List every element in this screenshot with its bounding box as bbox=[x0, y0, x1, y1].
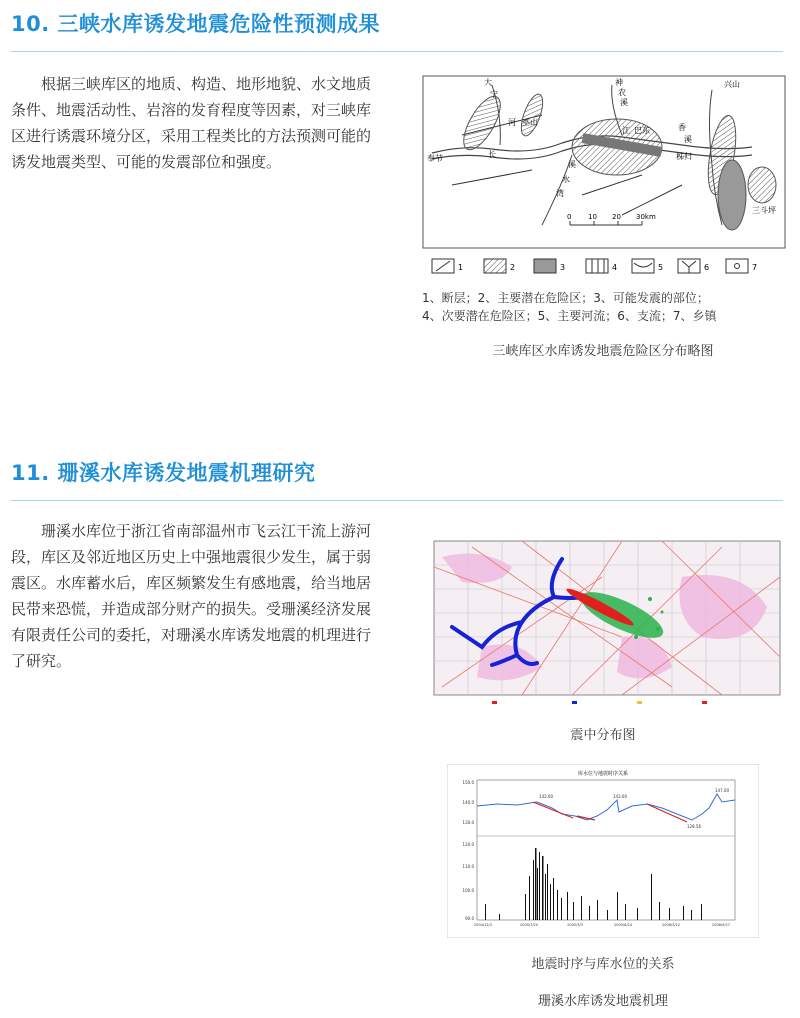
map-label: 溪 bbox=[620, 98, 628, 107]
svg-text:130.0: 130.0 bbox=[462, 820, 474, 825]
map-label: 三斗坪 bbox=[752, 206, 776, 215]
svg-text:6: 6 bbox=[704, 263, 710, 272]
svg-text:143.00: 143.00 bbox=[613, 794, 627, 799]
map-label: 溪 bbox=[568, 160, 576, 169]
map-label: 兴山 bbox=[724, 80, 740, 89]
svg-text:147.00: 147.00 bbox=[715, 788, 729, 793]
map-label: 宁 bbox=[490, 90, 498, 99]
svg-text:128.56: 128.56 bbox=[687, 824, 701, 829]
section-paragraph: 珊溪水库位于浙江省南部温州市飞云江干流上游河段，库区及邻近地区历史上中强地震很少发生，属于弱震区。水库蓄水后，库区频繁发生有感地震，给当地居民带来恐慌，并造成部分财产的损失。受珊溪经济发展有限责任公司的委托，对珊溪水库诱发地震的机理进行了研究。 bbox=[11, 522, 372, 670]
svg-text:7: 7 bbox=[752, 263, 758, 272]
scale-label: 20 bbox=[612, 213, 621, 221]
water-level-seismicity-chart bbox=[447, 764, 759, 938]
section-title: 11. 珊溪水库诱发地震机理研究 bbox=[11, 461, 316, 485]
section-paragraph: 根据三峡库区的地质、构造、地形地貌、水文地质条件、地震活动性、岩溶的发育程度等因素，对三峡库区进行诱震环境分区，采用工程类比的方法预测可能的诱发地震类型、可能的发震部位和强度。 bbox=[11, 75, 372, 171]
map-label: 神 bbox=[615, 78, 623, 87]
figure-caption: 地震时序与库水位的关系 bbox=[531, 957, 675, 972]
svg-text:120.0: 120.0 bbox=[462, 842, 474, 847]
scale-label: 0 bbox=[567, 213, 572, 221]
svg-text:1: 1 bbox=[458, 263, 464, 272]
map-label: 巫山 bbox=[522, 118, 538, 127]
svg-text:2005/3/3: 2005/3/3 bbox=[567, 923, 583, 927]
map-label: 奉节 bbox=[427, 154, 443, 163]
map-label: 香 bbox=[678, 123, 686, 132]
scale-label: 30km bbox=[636, 213, 656, 221]
svg-text:5: 5 bbox=[658, 263, 664, 272]
map-legend bbox=[432, 259, 757, 273]
figure-caption: 三峡库区水库诱发地震危险区分布略图 bbox=[492, 344, 714, 359]
svg-text:142.00: 142.00 bbox=[539, 794, 553, 799]
section-title: 10. 三峡水库诱发地震危险性预测成果 bbox=[11, 12, 381, 36]
svg-text:100.0: 100.0 bbox=[462, 888, 474, 893]
scale-label: 10 bbox=[588, 213, 597, 221]
svg-text:2006/3/12: 2006/3/12 bbox=[662, 923, 680, 927]
map-label: 长 bbox=[488, 150, 496, 159]
svg-text:2004/12/3: 2004/12/3 bbox=[474, 923, 492, 927]
svg-text:3: 3 bbox=[560, 263, 566, 272]
legend-line: 4、次要潜在危险区；5、主要河流；6、支流；7、乡镇 bbox=[422, 309, 717, 323]
svg-text:150.0: 150.0 bbox=[462, 780, 474, 785]
svg-text:110.0: 110.0 bbox=[462, 864, 474, 869]
section-divider bbox=[11, 51, 783, 52]
map-label: 水 bbox=[562, 175, 570, 184]
section-divider bbox=[11, 500, 783, 501]
svg-text:90.0: 90.0 bbox=[465, 916, 474, 921]
chart-title: 库水位与地震时序关系 bbox=[577, 771, 629, 777]
map-label: 大 bbox=[484, 78, 492, 87]
map-label: 巴东 bbox=[634, 126, 650, 135]
svg-text:2: 2 bbox=[510, 263, 516, 272]
map-legend-text bbox=[422, 289, 792, 325]
figure-caption: 震中分布图 bbox=[570, 728, 636, 743]
figure-caption: 珊溪水库诱发地震机理 bbox=[537, 994, 668, 1009]
svg-text:4: 4 bbox=[612, 263, 618, 272]
epicenter-distribution-map bbox=[422, 537, 784, 711]
svg-text:2005/6/24: 2005/6/24 bbox=[614, 923, 632, 927]
map-label: 湾 bbox=[556, 189, 564, 198]
svg-text:140.0: 140.0 bbox=[462, 800, 474, 805]
map-label: 秭归 bbox=[676, 152, 692, 161]
legend-line: 1、断层；2、主要潜在危险区；3、可能发震的部位； bbox=[422, 291, 709, 305]
map-label: 溪 bbox=[684, 135, 692, 144]
map-label: 河 bbox=[508, 118, 516, 127]
map-label: 江 bbox=[622, 126, 630, 135]
svg-text:2005/7/20: 2005/7/20 bbox=[520, 923, 538, 927]
sanxia-hazard-map bbox=[422, 75, 786, 280]
map-label: 农 bbox=[618, 88, 626, 97]
svg-text:2006/9/27: 2006/9/27 bbox=[712, 923, 730, 927]
